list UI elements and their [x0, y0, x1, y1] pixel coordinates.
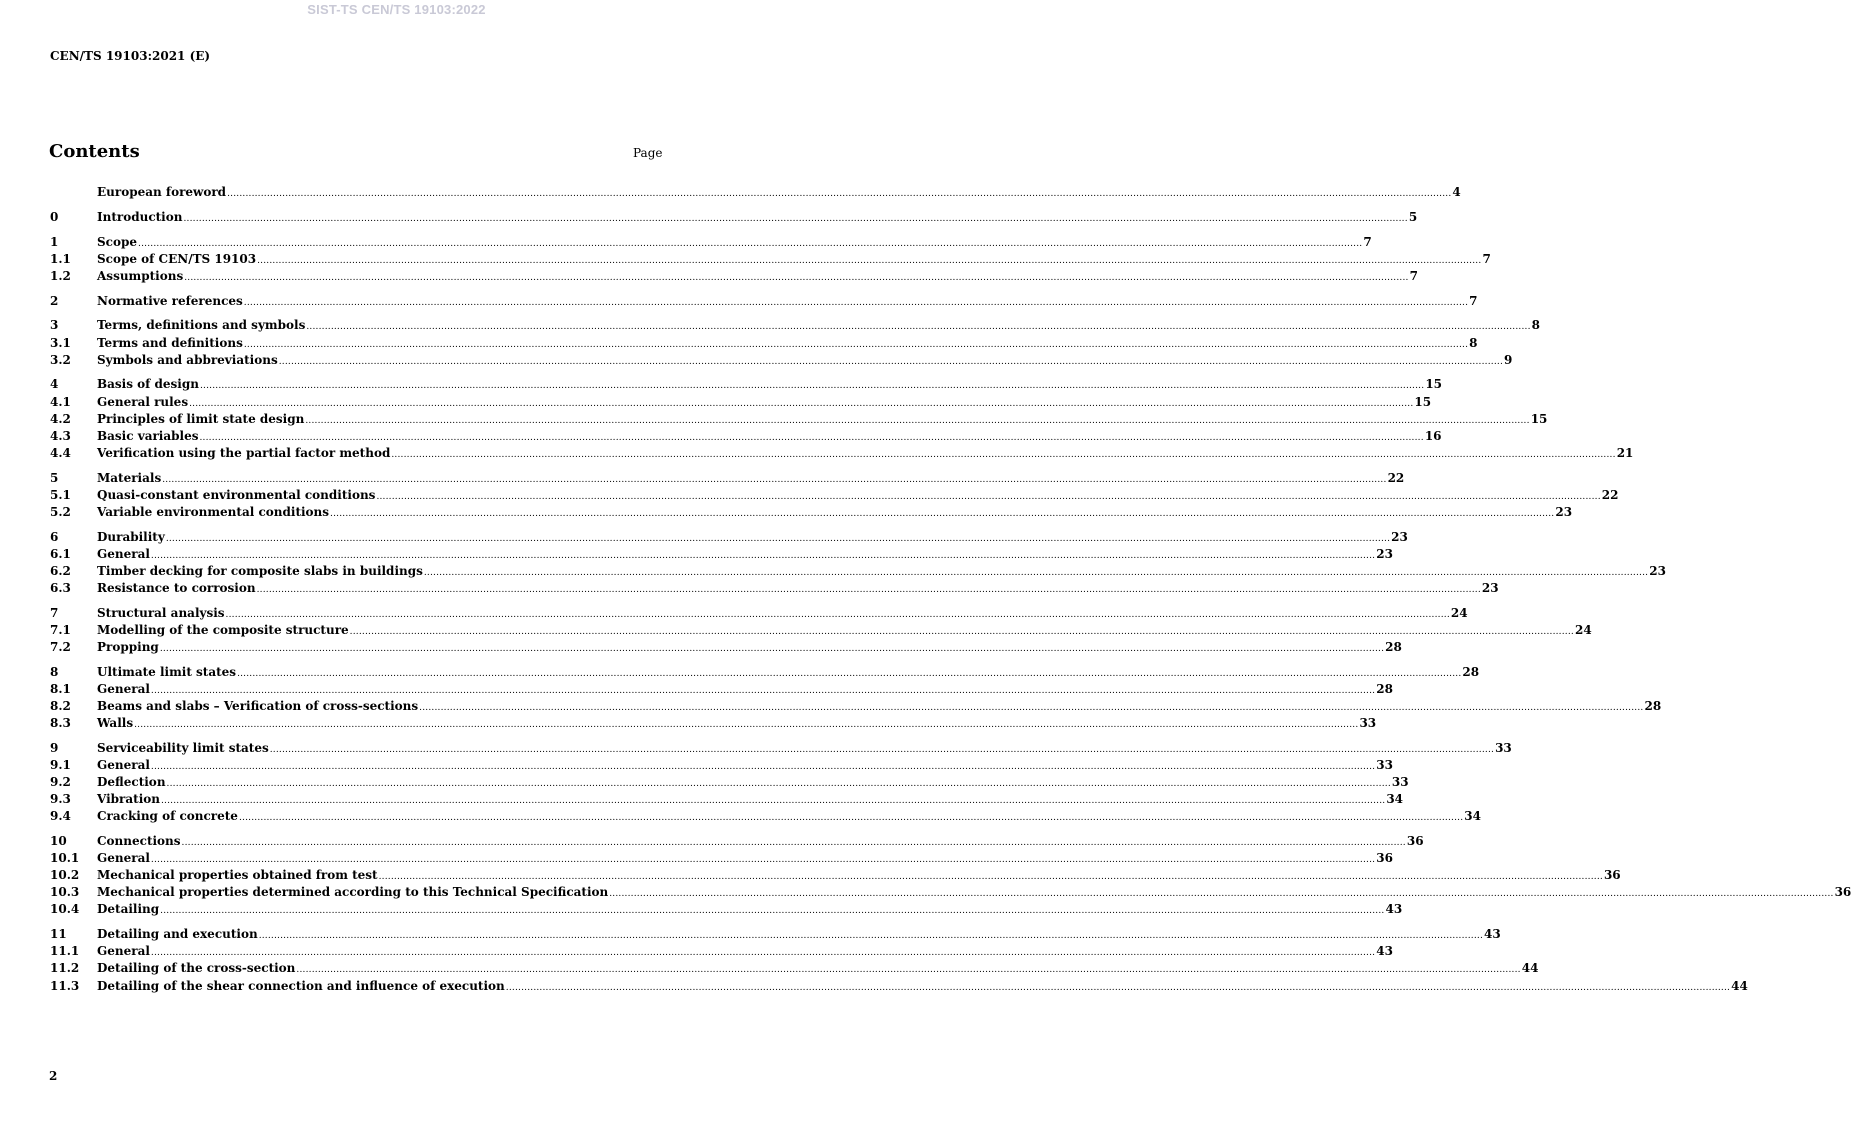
toc-entry-title: Ultimate limit states [97, 664, 237, 679]
toc-entry-page: 36 [1376, 851, 1393, 866]
toc-entry[interactable] [50, 943, 1393, 960]
toc-entry-title: Beams and slabs – Verification of cross-sections [97, 698, 419, 713]
toc-entry-title: Mechanical properties obtained from test [97, 868, 378, 883]
toc-entry-number: 8.2 [50, 698, 71, 713]
toc-entry[interactable] [50, 833, 1424, 850]
toc-entry[interactable] [50, 664, 1480, 681]
toc-entry-page: 28 [1462, 664, 1480, 679]
toc-dot-leader: ................................................................................................................................................................................................................................................................................................................................................................................................................ [160, 796, 1386, 807]
toc-entry[interactable] [50, 470, 1405, 487]
toc-entry-number: 5.2 [50, 504, 71, 519]
toc-entry-title: Scope of CEN/TS 19103 [97, 251, 257, 266]
toc-entry-page: 33 [1376, 757, 1393, 772]
toc-entry-number: 2 [50, 293, 59, 308]
toc-entry[interactable] [50, 639, 1402, 656]
toc-entry-page: 36 [1406, 834, 1424, 848]
toc-entry[interactable] [50, 622, 1592, 639]
toc-entry-page: 33 [1359, 716, 1377, 730]
toc-entry-number: 6.3 [50, 580, 71, 595]
toc-entry-title: Terms, definitions and symbols [97, 318, 306, 333]
toc-entry[interactable] [50, 563, 1666, 580]
toc-dot-leader: ................................................................................................................................................................................................................................................................................................................................................................................................................ [160, 906, 1385, 917]
toc-entry-page: 24 [1575, 622, 1592, 637]
toc-entry-title: European foreword [97, 185, 227, 199]
toc-entry-page: 8 [1531, 318, 1541, 333]
toc-entry-number: 8 [50, 664, 59, 679]
toc-entry-number: 7.2 [50, 639, 71, 654]
toc-entry-number: 5.1 [50, 487, 71, 502]
toc-entry[interactable] [50, 445, 1634, 462]
toc-dot-leader: ................................................................................................................................................................................................................................................................................................................................................................................................................ [278, 356, 1504, 367]
toc-entry-title: Basic variables [97, 428, 199, 443]
toc-dot-leader: ................................................................................................................................................................................................................................................................................................................................................................................................................ [134, 720, 1359, 730]
toc-entry-page: 9 [1504, 352, 1513, 367]
toc-entry[interactable] [50, 978, 1748, 995]
toc-entry[interactable] [50, 529, 1408, 546]
toc-entry-page: 5 [1408, 209, 1418, 224]
toc-entry[interactable] [50, 209, 1418, 226]
toc-entry-page: 23 [1649, 563, 1666, 578]
toc-entry-title: General [97, 546, 150, 561]
page-column-label: Page [633, 146, 663, 160]
toc-entry-title: Timber decking for composite slabs in buildings [97, 563, 423, 578]
toc-entry-number: 3.1 [50, 335, 71, 350]
document-id: CEN/TS 19103:2021 (E) [50, 49, 211, 63]
toc-entry-page: 33 [1495, 740, 1512, 755]
toc-entry-number: 10.2 [50, 868, 80, 883]
toc-dot-leader: ................................................................................................................................................................................................................................................................................................................................................................................................................ [166, 779, 1391, 789]
toc-entry-number: 11.3 [50, 978, 80, 993]
toc-dot-leader: ................................................................................................................................................................................................................................................................................................................................................................................................................ [189, 398, 1414, 409]
toc-entry-number: 9.1 [50, 757, 71, 772]
toc-dot-leader: ................................................................................................................................................................................................................................................................................................................................................................................................................ [243, 339, 1469, 350]
toc-entry-number: 10 [50, 834, 67, 848]
toc-entry-page: 43 [1385, 902, 1403, 917]
toc-entry-title: Detailing of the shear connection and influence of execution [97, 978, 505, 993]
contents-title: Contents [49, 141, 140, 162]
toc-entry-title: General [97, 681, 150, 696]
toc-entry[interactable] [50, 251, 1491, 268]
toc-entry-title: Basis of design [97, 377, 199, 392]
toc-entry-page: 34 [1386, 792, 1404, 807]
toc-entry-page: 22 [1601, 487, 1619, 502]
toc-entry-title: Assumptions [97, 268, 184, 283]
toc-entry[interactable] [50, 715, 1377, 732]
toc-entry-title: Detailing of the cross-section [97, 961, 296, 976]
toc-entry-page: 34 [1464, 809, 1481, 824]
toc-entry-page: 28 [1376, 681, 1393, 696]
toc-entry[interactable] [50, 926, 1501, 943]
toc-entry-title: Quasi-constant environmental conditions [97, 487, 376, 502]
toc-entry-title: Introduction [97, 209, 183, 224]
toc-dot-leader: ................................................................................................................................................................................................................................................................................................................................................................................................................ [150, 948, 1376, 959]
toc-entry[interactable] [50, 850, 1393, 867]
toc-entry[interactable] [50, 867, 1621, 884]
toc-entry-page: 44 [1731, 978, 1748, 993]
toc-dot-leader: ................................................................................................................................................................................................................................................................................................................................................................................................................ [257, 255, 1482, 266]
toc-entry[interactable] [50, 901, 1403, 918]
toc-entry-page: 43 [1484, 927, 1501, 942]
toc-entry-number: 6.1 [50, 546, 71, 561]
toc-entry-number: 9.4 [50, 809, 71, 824]
toc-entry-number: 1 [50, 234, 59, 249]
toc-entry-title: Detailing and execution [97, 927, 258, 942]
toc-entry-page: 23 [1391, 529, 1408, 544]
toc-dot-leader: ................................................................................................................................................................................................................................................................................................................................................................................................................ [296, 965, 1521, 976]
toc-entry-number: 11.2 [50, 961, 80, 976]
toc-dot-leader: ................................................................................................................................................................................................................................................................................................................................................................................................................ [199, 381, 1425, 392]
toc-entry[interactable] [50, 884, 1851, 901]
toc-entry[interactable] [50, 605, 1468, 622]
toc-entry[interactable] [50, 317, 1541, 334]
toc-entry[interactable] [50, 335, 1478, 352]
toc-entry-title: Verification using the partial factor method [97, 445, 391, 460]
toc-entry-number: 0 [50, 209, 59, 224]
toc-entry-page: 15 [1414, 394, 1432, 409]
toc-dot-leader: ................................................................................................................................................................................................................................................................................................................................................................................................................ [150, 761, 1376, 772]
toc-entry-page: 7 [1363, 234, 1372, 249]
toc-entry-page: 44 [1521, 961, 1539, 976]
toc-entry-number: 1.2 [50, 268, 71, 283]
toc-entry-number: 9 [50, 740, 59, 755]
toc-entry-page: 28 [1385, 639, 1402, 654]
toc-entry-page: 43 [1376, 944, 1393, 959]
toc-entry-title: Normative references [97, 293, 243, 308]
toc-entry-number: 4.3 [50, 428, 71, 443]
toc-dot-leader: ................................................................................................................................................................................................................................................................................................................................................................................................................ [159, 643, 1385, 654]
toc-entry[interactable] [50, 774, 1409, 791]
toc-entry-number: 10.3 [50, 885, 80, 900]
toc-entry[interactable] [50, 740, 1512, 757]
toc-entry-title: Walls [97, 716, 134, 730]
toc-entry[interactable] [50, 808, 1481, 825]
toc-entry-number: 11 [50, 927, 67, 942]
toc-entry[interactable] [50, 960, 1539, 977]
toc-entry-page: 23 [1376, 546, 1393, 561]
toc-entry-page: 36 [1603, 868, 1621, 883]
toc-dot-leader: ................................................................................................................................................................................................................................................................................................................................................................................................................ [238, 813, 1464, 824]
toc-dot-leader: ................................................................................................................................................................................................................................................................................................................................................................................................................ [183, 213, 1408, 224]
toc-dot-leader: ................................................................................................................................................................................................................................................................................................................................................................................................................ [162, 474, 1387, 485]
toc-dot-leader: ................................................................................................................................................................................................................................................................................................................................................................................................................ [150, 550, 1376, 561]
toc-entry-number: 3 [50, 318, 59, 333]
toc-entry-number: 11.1 [50, 944, 80, 959]
toc-entry-page: 16 [1424, 428, 1442, 443]
toc-entry-number: 9.2 [50, 775, 71, 789]
toc-dot-leader: ................................................................................................................................................................................................................................................................................................................................................................................................................ [609, 889, 1834, 900]
toc-entry-page: 15 [1530, 411, 1548, 426]
toc-dot-leader: ................................................................................................................................................................................................................................................................................................................................................................................................................ [330, 508, 1555, 519]
toc-entry-page: 7 [1409, 268, 1418, 283]
toc-entry-title: Scope [97, 234, 138, 249]
toc-entry-number: 6.2 [50, 563, 71, 578]
toc-dot-leader: ................................................................................................................................................................................................................................................................................................................................................................................................................ [138, 238, 1363, 249]
toc-entry-page: 33 [1391, 775, 1409, 789]
toc-entry-page: 23 [1481, 580, 1499, 595]
toc-dot-leader: ................................................................................................................................................................................................................................................................................................................................................................................................................ [237, 668, 1462, 679]
toc-entry[interactable] [50, 487, 1619, 504]
toc-entry-number: 10.1 [50, 851, 80, 866]
toc-entry[interactable] [50, 504, 1573, 521]
toc-dot-leader: ................................................................................................................................................................................................................................................................................................................................................................................................................ [150, 855, 1376, 866]
toc-entry-title: Deflection [97, 775, 166, 789]
toc-entry-title: Materials [97, 470, 162, 485]
toc-dot-leader: ................................................................................................................................................................................................................................................................................................................................................................................................................ [269, 744, 1495, 755]
toc-dot-leader: ................................................................................................................................................................................................................................................................................................................................................................................................................ [243, 297, 1469, 308]
page-number: 2 [49, 1069, 58, 1083]
toc-entry-title: Symbols and abbreviations [97, 352, 278, 367]
toc-entry-title: Vibration [97, 792, 160, 807]
toc-entry-title: Connections [97, 834, 181, 848]
toc-entry-number: 7.1 [50, 622, 71, 637]
toc-dot-leader: ................................................................................................................................................................................................................................................................................................................................................................................................................ [256, 584, 1481, 595]
toc-dot-leader: ................................................................................................................................................................................................................................................................................................................................................................................................................ [184, 272, 1409, 283]
toc-entry-title: General rules [97, 394, 189, 409]
toc-entry-page: 7 [1469, 293, 1478, 308]
toc-entry-title: Terms and definitions [97, 335, 243, 350]
toc-dot-leader: ................................................................................................................................................................................................................................................................................................................................................................................................................ [225, 609, 1450, 620]
toc-entry-title: Serviceability limit states [97, 740, 269, 755]
toc-entry-title: Structural analysis [97, 605, 225, 620]
toc-dot-leader: ................................................................................................................................................................................................................................................................................................................................................................................................................ [181, 838, 1406, 848]
toc-entry-page: 8 [1469, 335, 1478, 350]
toc-entry-page: 22 [1387, 470, 1405, 485]
toc-entry-title: General [97, 944, 150, 959]
toc-dot-leader: ................................................................................................................................................................................................................................................................................................................................................................................................................ [423, 567, 1649, 578]
toc-entry[interactable] [50, 791, 1404, 808]
toc-entry-number: 8.3 [50, 716, 71, 730]
toc-entry-number: 4.2 [50, 411, 71, 426]
toc-entry-number: 4.4 [50, 445, 71, 460]
toc-entry-number: 8.1 [50, 681, 71, 696]
toc-entry-title: General [97, 851, 150, 866]
toc-entry-number: 6 [50, 529, 59, 544]
toc-entry-number: 4 [50, 377, 59, 392]
toc-entry[interactable] [50, 698, 1662, 715]
toc-dot-leader: ................................................................................................................................................................................................................................................................................................................................................................................................................ [419, 702, 1644, 713]
toc-entry-page: 24 [1450, 605, 1468, 620]
toc-entry[interactable] [50, 757, 1393, 774]
toc-entry[interactable] [50, 394, 1432, 411]
toc-entry-page: 36 [1834, 885, 1851, 900]
toc-entry-title: Cracking of concrete [97, 809, 238, 824]
toc-entry-page: 23 [1555, 504, 1573, 519]
toc-entry-title: Propping [97, 639, 159, 654]
toc-entry-page: 4 [1452, 185, 1461, 199]
toc-entry-title: Modelling of the composite structure [97, 622, 349, 637]
toc-entry-number: 9.3 [50, 792, 71, 807]
toc-dot-leader: ................................................................................................................................................................................................................................................................................................................................................................................................................ [199, 432, 1424, 443]
toc-entry-number: 7 [50, 605, 59, 620]
toc-entry-page: 15 [1425, 377, 1443, 392]
toc-entry[interactable] [50, 681, 1393, 698]
toc-entry-number: 5 [50, 470, 59, 485]
toc-entry-number: 10.4 [50, 902, 80, 917]
toc-entry-title: Mechanical properties determined according to this Technical Specification [97, 885, 609, 900]
toc-entry[interactable] [50, 268, 1418, 285]
toc-entry-number: 1.1 [50, 251, 71, 266]
toc-dot-leader: ................................................................................................................................................................................................................................................................................................................................................................................................................ [378, 872, 1603, 883]
toc-entry[interactable] [50, 293, 1478, 310]
toc-dot-leader: ................................................................................................................................................................................................................................................................................................................................................................................................................ [165, 533, 1391, 544]
toc-entry-title: Variable environmental conditions [97, 504, 330, 519]
toc-dot-leader: ................................................................................................................................................................................................................................................................................................................................................................................................................ [227, 189, 1452, 199]
toc-entry[interactable] [50, 411, 1548, 428]
toc-entry-title: Durability [97, 529, 165, 544]
toc-dot-leader: ................................................................................................................................................................................................................................................................................................................................................................................................................ [306, 322, 1531, 333]
toc-entry[interactable] [50, 352, 1513, 369]
toc-entry-number: 4.1 [50, 394, 71, 409]
toc-entry-page: 21 [1616, 445, 1634, 460]
toc-entry[interactable] [50, 184, 1461, 201]
toc-dot-leader: ................................................................................................................................................................................................................................................................................................................................................................................................................ [150, 685, 1376, 696]
toc-dot-leader: ................................................................................................................................................................................................................................................................................................................................................................................................................ [505, 982, 1731, 993]
toc-dot-leader: ................................................................................................................................................................................................................................................................................................................................................................................................................ [349, 626, 1574, 637]
toc-entry[interactable] [50, 546, 1393, 563]
toc-entry-title: Resistance to corrosion [97, 580, 256, 595]
toc-entry-title: Principles of limit state design [97, 411, 305, 426]
toc-entry-title: Detailing [97, 902, 160, 917]
toc-entry[interactable] [50, 376, 1443, 393]
toc-entry-page: 7 [1482, 251, 1491, 266]
toc-dot-leader: ................................................................................................................................................................................................................................................................................................................................................................................................................ [376, 491, 1601, 502]
toc-dot-leader: ................................................................................................................................................................................................................................................................................................................................................................................................................ [391, 449, 1616, 460]
toc-dot-leader: ................................................................................................................................................................................................................................................................................................................................................................................................................ [305, 415, 1530, 426]
toc-entry[interactable] [50, 580, 1499, 597]
toc-entry[interactable] [50, 234, 1372, 251]
toc-dot-leader: ................................................................................................................................................................................................................................................................................................................................................................................................................ [258, 931, 1484, 942]
toc-entry-number: 3.2 [50, 352, 71, 367]
toc-entry-page: 28 [1644, 698, 1662, 713]
toc-entry[interactable] [50, 428, 1442, 445]
toc-entry-title: General [97, 757, 150, 772]
watermark: SIST-TS CEN/TS 19103:2022 [307, 2, 486, 17]
